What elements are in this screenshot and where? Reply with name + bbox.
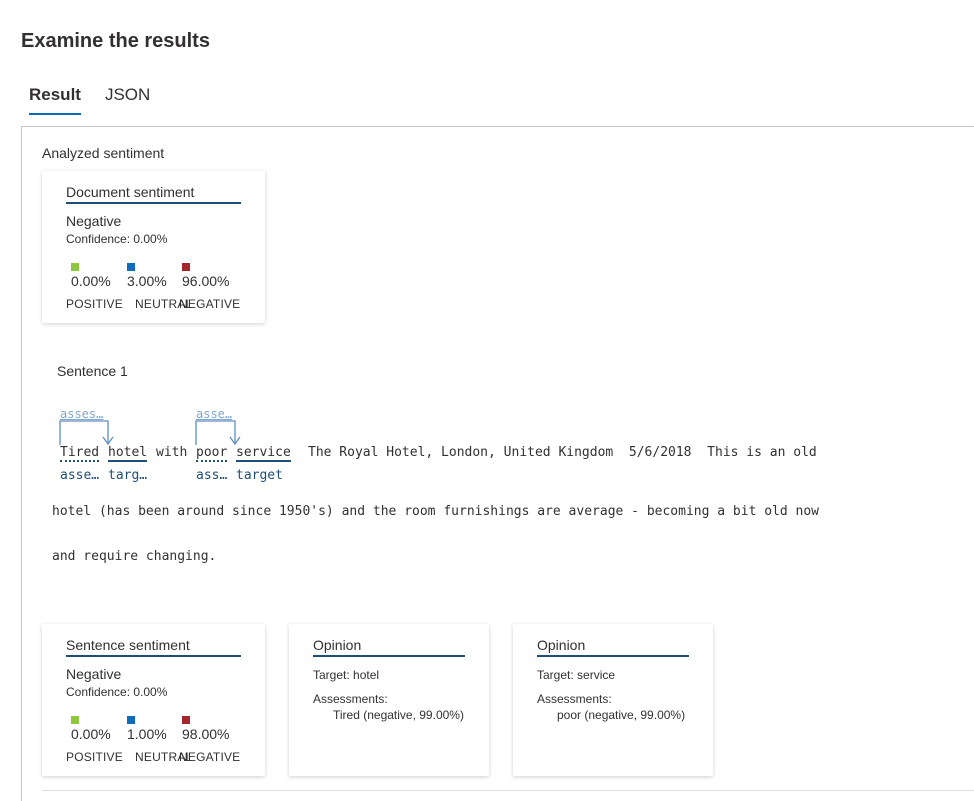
sentence-text-line3: and require changing. bbox=[52, 549, 217, 564]
negative-label: NEGATIVE bbox=[179, 750, 241, 764]
positive-score: 0.00% bbox=[71, 273, 111, 289]
opinion-card-service bbox=[513, 624, 713, 776]
sentence-sentiment-value: Negative bbox=[66, 666, 122, 682]
sentence-text-line1: The Royal Hotel, London, United Kingdom 5/6/2018 This is an old bbox=[308, 445, 817, 460]
opinion-header: Opinion bbox=[537, 637, 689, 657]
assessments-label: Assessments: bbox=[537, 692, 612, 706]
neutral-score: 3.00% bbox=[127, 273, 167, 289]
page-title: Examine the results bbox=[21, 30, 210, 52]
target-token[interactable]: hotel bbox=[108, 445, 148, 460]
negative-score: 96.00% bbox=[182, 273, 230, 289]
document-sentiment-header: Document sentiment bbox=[66, 184, 241, 204]
assessment-top-label[interactable]: asses… bbox=[60, 407, 104, 421]
assessments-label: Assessments: bbox=[313, 692, 388, 706]
negative-score: 98.00% bbox=[182, 726, 230, 742]
positive-score: 0.00% bbox=[71, 726, 111, 742]
positive-label: POSITIVE bbox=[66, 297, 123, 311]
assessment-value: Tired (negative, 99.00%) bbox=[333, 708, 464, 722]
result-tabs bbox=[29, 85, 174, 115]
assessment-value: poor (negative, 99.00%) bbox=[557, 708, 686, 722]
panel-divider bbox=[42, 790, 974, 791]
opinion-target: Target: service bbox=[537, 668, 616, 682]
document-sentiment-value: Negative bbox=[66, 213, 122, 229]
positive-swatch-icon bbox=[71, 263, 79, 271]
assessment-token[interactable]: poor bbox=[196, 445, 228, 460]
positive-label: POSITIVE bbox=[66, 750, 123, 764]
negative-label: NEGATIVE bbox=[179, 297, 241, 311]
assessment-token[interactable]: Tired bbox=[60, 445, 100, 460]
opinion-card-hotel bbox=[289, 624, 489, 776]
neutral-score: 1.00% bbox=[127, 726, 167, 742]
neutral-label: NEUTRAL bbox=[135, 750, 193, 764]
target-token[interactable]: service bbox=[236, 445, 291, 460]
neutral-swatch-icon bbox=[127, 263, 135, 271]
positive-swatch-icon bbox=[71, 716, 79, 724]
sentence-confidence: Confidence: 0.00% bbox=[66, 685, 168, 699]
sentence-text-line2: hotel (has been around since 1950's) and the room furnishings are average - becoming a bit old now bbox=[52, 504, 820, 519]
negative-swatch-icon bbox=[182, 716, 190, 724]
document-confidence: Confidence: 0.00% bbox=[66, 232, 168, 246]
assessment-top-label[interactable]: asse… bbox=[196, 407, 233, 421]
sentence-sentiment-header: Sentence sentiment bbox=[66, 637, 241, 657]
tab-json[interactable]: JSON bbox=[104, 85, 151, 104]
tab-result[interactable]: Result bbox=[29, 85, 81, 115]
analyzed-sentiment-label: Analyzed sentiment bbox=[42, 145, 165, 161]
target-label[interactable]: targ… bbox=[108, 468, 148, 483]
neutral-label: NEUTRAL bbox=[135, 297, 193, 311]
document-sentiment-card bbox=[42, 171, 265, 323]
sentence-word: with bbox=[156, 445, 188, 460]
opinion-header: Opinion bbox=[313, 637, 465, 657]
assessment-label[interactable]: asse… bbox=[60, 468, 100, 483]
target-label[interactable]: target bbox=[236, 468, 283, 483]
assessment-label[interactable]: ass… bbox=[196, 468, 228, 483]
sentence-sentiment-card bbox=[42, 624, 265, 776]
negative-swatch-icon bbox=[182, 263, 190, 271]
neutral-swatch-icon bbox=[127, 716, 135, 724]
opinion-target: Target: hotel bbox=[313, 668, 380, 682]
sentence-title: Sentence 1 bbox=[57, 363, 128, 379]
